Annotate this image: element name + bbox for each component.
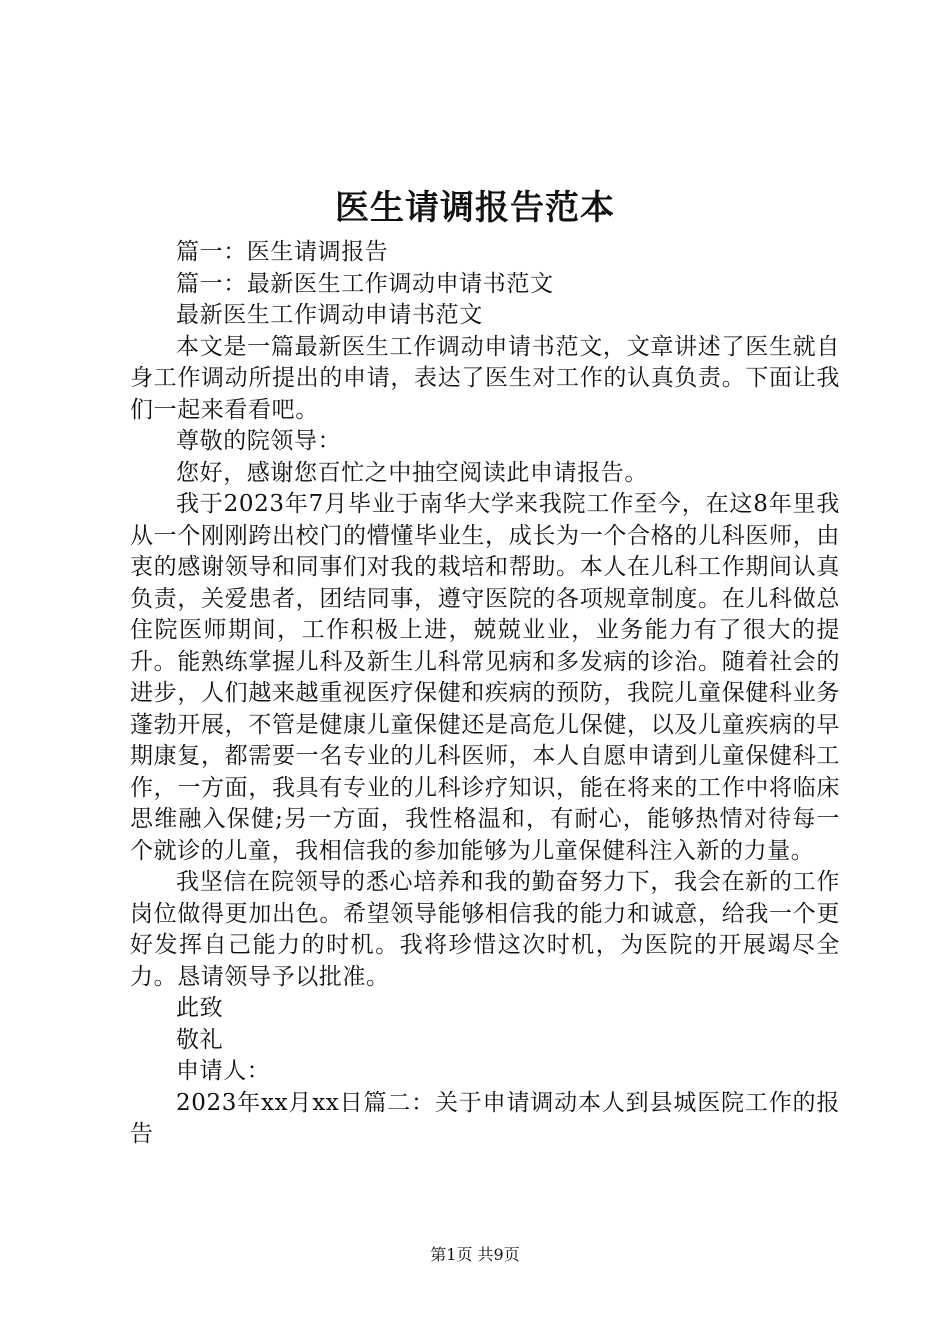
paragraph-date-part-two: 2023年xx月xx日篇二：关于申请调动本人到县城医院工作的报告: [130, 1089, 840, 1147]
paragraph-regards-2: 敬礼: [176, 1026, 224, 1053]
paragraph-heading-sample: 篇一：最新医生工作调动申请书范文: [176, 270, 554, 297]
paragraph-applicant: 申请人：: [176, 1058, 271, 1084]
paragraph-body-main: 我于2023年7月毕业于南华大学来我院工作至今，在这8年里我从一个刚刚跨出校门的懵懂毕业生，成长为一个合格的儿科医师，由衷的感谢领导和同事们对我的栽培和帮助。本人在儿科工作期间认真负责，关爱患者，团结同事，遵守医院的各项规章制度。在儿科做总住院医师期间，工作积极上进，兢兢业业，业务能力有了很大的提升。能熟练掌握儿科及新生儿科常见病和多发病的诊治。随着社会的进步，人们越来越重视医疗保健和疾病的预防，我院儿童保健科业务蓬勃开展，不管是健康儿童保健还是高危儿保健，以及儿童疾病的早期康复，都需要一名专业的儿科医师，本人自愿申请到儿童保健科工作，一方面，我具有专业的儿科诊疗知识，能在将来的工作中将临床思维融入保健;另一方面，我性格温和，有耐心，能够热情对待每一个就诊的儿童，我相信我的参加能够为儿童保健科注入新的力量。: [130, 491, 840, 864]
document-title: 医生请调报告范本: [335, 188, 615, 228]
paragraph-subtitle: 最新医生工作调动申请书范文: [176, 302, 483, 328]
paragraph-intro: 本文是一篇最新医生工作调动申请书范文，文章讲述了医生就自身工作调动所提出的申请，表达了医生对工作的认真负责。下面让我们一起来看看吧。: [130, 333, 840, 423]
page-footer: 第1页 共9页: [430, 1245, 520, 1264]
paragraph-regards-1: 此致: [176, 995, 224, 1021]
paragraph-salutation: 尊敬的院领导：: [176, 428, 342, 454]
document-body: [130, 237, 840, 1151]
paragraph-heading-part-one: 篇一：医生请调报告: [176, 239, 389, 265]
paragraph-body-closing: 我坚信在院领导的悉心培养和我的勤奋努力下，我会在新的工作岗位做得更加出色。希望领导能够相信我的能力和诚意，给我一个更好发挥自己能力的时机。我将珍惜这次时机，为医院的开展竭尽全力。恳请领导予以批准。: [130, 869, 840, 990]
paragraph-greeting: 您好，感谢您百忙之中抽空阅读此申请报告。: [176, 459, 648, 486]
